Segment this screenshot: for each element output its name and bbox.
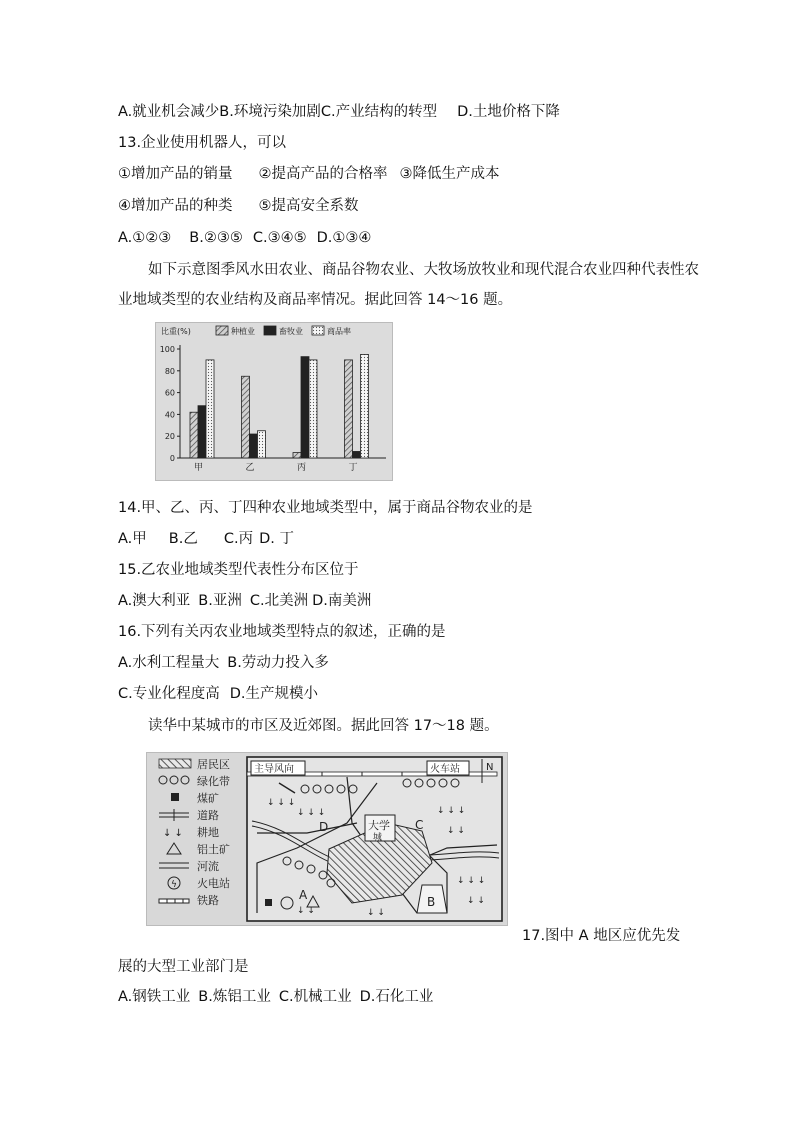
legend-label: 河流 — [197, 860, 219, 873]
legend-label: 铁路 — [197, 894, 219, 907]
q17-option: C.机械工业 — [278, 989, 352, 1005]
bar — [206, 360, 214, 458]
q15-option: B.亚洲 — [198, 593, 242, 609]
svg-text:↓ ↓: ↓ ↓ — [447, 826, 465, 836]
y-tick-label: 80 — [164, 366, 175, 376]
agriculture-bar-chart — [155, 322, 393, 481]
q12-options — [118, 102, 560, 122]
svg-text:↓ ↓: ↓ ↓ — [297, 906, 315, 916]
legend-swatch — [264, 326, 276, 335]
q13-items-row1 — [118, 164, 500, 184]
x-tick-label: 丙 — [297, 463, 307, 473]
area-b-label: B — [427, 895, 436, 909]
svg-text:↓ ↓ ↓: ↓ ↓ ↓ — [437, 806, 466, 816]
university-label: 大学 — [368, 819, 390, 832]
q13-item: ②提高产品的合格率 — [258, 166, 388, 182]
q16-option: D.生产规模小 — [229, 686, 319, 702]
railway-icon — [159, 899, 189, 903]
legend-swatch — [312, 326, 324, 335]
north-label: N — [486, 762, 494, 773]
legend-label: 居民区 — [197, 758, 230, 771]
q16-options-row2 — [118, 684, 318, 704]
chart-svg — [156, 323, 392, 480]
tree-icon — [159, 776, 189, 784]
q17-options — [118, 987, 433, 1007]
station-label: 火车站 — [430, 764, 460, 775]
legend-label: 畜牧业 — [279, 327, 303, 336]
river-icon — [159, 863, 189, 868]
q17-option: B.炼铝工业 — [198, 989, 271, 1005]
bauxite-icon — [167, 843, 181, 854]
map-svg — [147, 753, 507, 925]
q15-option: C.北美洲 — [249, 593, 309, 609]
intro-17-18: 读华中某城市的市区及近郊图。据此回答 17～18 题。 — [148, 718, 499, 734]
q13-option: A.①②③ — [118, 230, 172, 246]
q14-option: C.丙 — [223, 531, 254, 547]
q13-items-row2 — [118, 196, 359, 216]
q13-option: C.③④⑤ — [252, 230, 307, 246]
legend-label: 商品率 — [327, 327, 351, 336]
y-tick-label: 100 — [159, 345, 175, 354]
residential-swatch — [159, 759, 191, 768]
svg-text:↓ ↓ ↓: ↓ ↓ ↓ — [297, 808, 326, 818]
bar — [309, 360, 317, 458]
q12-option-d: D.土地价格下降 — [457, 104, 560, 120]
intro-14-16-line1: 如下示意图季风水田农业、商品谷物农业、大牧场放牧业和现代混合农业四种代表性农 — [148, 262, 699, 278]
coal-mine-icon — [171, 793, 179, 801]
q17-stem-part2: 展的大型工业部门是 — [118, 959, 249, 975]
q14-options — [118, 529, 294, 549]
area-d-label: D — [319, 820, 329, 834]
legend-label: 绿化带 — [197, 775, 230, 788]
q15-options — [118, 591, 371, 611]
bar — [353, 451, 361, 458]
y-tick-label: 40 — [164, 410, 175, 420]
legend-swatch — [216, 326, 228, 335]
bar — [361, 354, 369, 458]
x-tick-label: 乙 — [245, 463, 255, 473]
bar — [293, 453, 301, 458]
legend-label: 火电站 — [197, 877, 230, 890]
q13-item: ①增加产品的销量 — [118, 166, 233, 182]
chart-bars — [190, 354, 369, 473]
q13-item: ③降低生产成本 — [399, 166, 500, 182]
legend-label: 铝土矿 — [197, 843, 230, 856]
q15-stem: 15.乙农业地域类型代表性分布区位于 — [118, 562, 359, 578]
q13-item: ④增加产品的种类 — [118, 198, 233, 214]
q13-option: B.②③⑤ — [189, 230, 243, 246]
q14-stem: 14.甲、乙、丙、丁四种农业地域类型中，属于商品谷物农业的是 — [118, 500, 533, 516]
q13-item: ⑤提高安全系数 — [258, 198, 359, 214]
svg-text:↓ ↓: ↓ ↓ — [367, 908, 385, 918]
q17-option: D.石化工业 — [359, 989, 434, 1005]
y-tick-label: 0 — [169, 454, 175, 463]
area-c-label: C — [415, 818, 424, 832]
legend-label: 种植业 — [231, 327, 255, 336]
road-icon — [159, 809, 189, 821]
svg-text:↓ ↓ ↓: ↓ ↓ ↓ — [267, 798, 296, 808]
area-a-label: A — [299, 888, 308, 902]
q16-option: B.劳动力投入多 — [227, 655, 329, 671]
bar — [301, 357, 309, 458]
y-tick-label: 20 — [164, 432, 175, 442]
bar — [258, 431, 266, 458]
university-sub: 城 — [373, 833, 383, 843]
x-tick-label: 丁 — [348, 463, 358, 473]
q16-options-row1 — [118, 653, 329, 673]
bar — [242, 376, 250, 458]
bar — [345, 360, 353, 458]
q14-option: B.乙 — [168, 531, 198, 547]
q14-option: D. 丁 — [259, 531, 294, 547]
legend-label: 耕地 — [197, 826, 219, 839]
intro-14-16-line2: 业地域类型的农业结构及商品率情况。据此回答 14～16 题。 — [118, 292, 513, 308]
q14-option: A.甲 — [118, 531, 147, 547]
wind-label: 主导风向 — [254, 764, 294, 775]
y-axis-label: 比重(%) — [161, 327, 191, 336]
q16-option: C.专业化程度高 — [118, 686, 220, 702]
y-tick-label: 60 — [164, 388, 175, 398]
q13-options — [118, 228, 371, 248]
svg-text:↓ ↓: ↓ ↓ — [467, 896, 485, 906]
q16-stem: 16.下列有关丙农业地域类型特点的叙述，正确的是 — [118, 624, 446, 640]
bar — [198, 406, 206, 458]
coal-mine-icon — [265, 899, 272, 906]
farmland-icon: ↓ ↓ — [163, 828, 183, 839]
chart-legend — [216, 326, 351, 336]
bar — [190, 412, 198, 458]
q16-option: A.水利工程量大 — [118, 655, 220, 671]
city-map — [146, 752, 508, 926]
bar — [250, 434, 258, 458]
svg-text:ϟ: ϟ — [171, 880, 177, 890]
svg-text:↓ ↓ ↓: ↓ ↓ ↓ — [457, 876, 486, 886]
q17-stem-part1: 17.图中 A 地区应优先发 — [522, 928, 681, 944]
legend-label: 煤矿 — [197, 792, 219, 805]
q15-option: D.南美洲 — [312, 593, 372, 609]
q12-option-a: A.就业机会减少 — [118, 104, 220, 120]
q13-stem: 13.企业使用机器人，可以 — [118, 135, 287, 151]
map-legend — [159, 758, 230, 907]
q17-option: A.钢铁工业 — [118, 989, 191, 1005]
legend-label: 道路 — [197, 809, 219, 822]
q12-option-c: C.产业结构的转型 — [320, 104, 438, 120]
x-tick-label: 甲 — [194, 463, 204, 473]
q15-option: A.澳大利亚 — [118, 593, 191, 609]
q13-option: D.①③④ — [316, 230, 372, 246]
q12-option-b: B.环境污染加剧 — [219, 104, 321, 120]
